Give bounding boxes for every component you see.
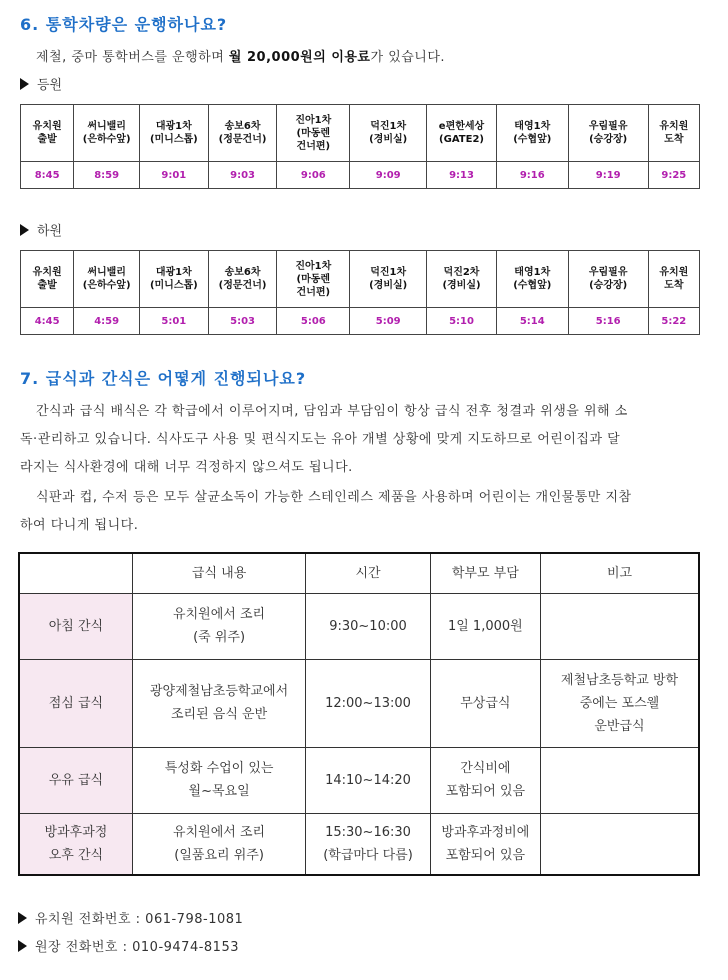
meal-time-cell: [306, 593, 430, 659]
meal-row: [19, 593, 699, 659]
meal-type-cell-line: 아침 간식: [48, 618, 104, 634]
stop-name-line: e편한세상: [438, 121, 485, 132]
stop-names-row: [21, 105, 700, 162]
bus-intro: [36, 46, 445, 65]
meal-content-cell-line: 조리된 음식 운반: [170, 707, 268, 722]
stop-name-cell: [21, 105, 74, 162]
stop-name-line: (미니스톱): [149, 134, 198, 145]
meal-content-cell: [132, 813, 306, 875]
stop-name-line: 도착: [664, 280, 684, 291]
meal-header-cell: 시간: [306, 553, 430, 593]
arrive-label: 등원: [37, 78, 63, 93]
stop-name-cell: [139, 251, 208, 308]
meal-fee-cell-line: 간식비에: [460, 761, 511, 776]
meal-time-cell: [306, 813, 430, 875]
meal-content-cell: [132, 747, 306, 813]
stop-name-line: 유치원: [659, 121, 689, 132]
stop-name-line: 송보6차: [224, 267, 261, 278]
stop-name-line: 덕진1차: [370, 121, 407, 132]
meal-type-cell-line: 점심 급식: [48, 695, 104, 711]
meal-fee-cell-line: 방과후과정비에: [441, 824, 530, 840]
meal-fee-cell: [430, 593, 540, 659]
meal-type-cell: [19, 813, 132, 875]
meal-time-cell: [306, 659, 430, 747]
meal-paragraph-line-1: 간식과 급식 배식은 각 학급에서 이루어지며, 담임과 부담임이 항상 급식 전후 청결과 위생을 위해 소: [36, 404, 628, 419]
meal-table: [18, 552, 700, 876]
stop-name-line: (마동렌: [296, 273, 331, 285]
stop-time-cell: 9:01: [139, 162, 208, 189]
stop-names-row: [21, 251, 700, 308]
stop-times-row: [21, 162, 700, 189]
meal-type-cell: [19, 659, 132, 747]
meal-content-cell-line: (일품요리 위주): [174, 847, 264, 863]
meal-note-cell: [541, 593, 700, 659]
meal-content-cell: [132, 593, 306, 659]
meal-header-cell: 급식 내용: [132, 553, 306, 593]
stop-name-line: 우림필유: [588, 121, 628, 132]
stop-time-cell: 5:09: [350, 308, 427, 335]
triangle-bullet-icon: [18, 940, 27, 952]
meal-type-cell: [19, 747, 132, 813]
stop-name-line: 출발: [37, 280, 57, 291]
meal-fee-cell-line: 포함되어 있음: [445, 784, 526, 799]
stop-name-cell: [74, 105, 140, 162]
stop-time-cell: 9:03: [208, 162, 277, 189]
stop-name-line: (승강장): [589, 134, 628, 145]
stop-time-cell: 5:22: [648, 308, 699, 335]
bus-intro-text: 제철, 중마 통학버스를 운행하며: [36, 50, 229, 65]
kinder-phone: 유치원 전화번호 : 061-798-1081: [35, 912, 244, 927]
stop-name-cell: [350, 251, 427, 308]
meal-note-cell: [541, 813, 700, 875]
stop-time-cell: 5:16: [568, 308, 648, 335]
stop-name-line: (수협앞): [513, 280, 552, 291]
stop-name-cell: [648, 251, 699, 308]
stop-name-line: 대광1차: [155, 121, 192, 132]
stop-name-cell: [427, 251, 497, 308]
meal-paragraph-line-3: 라지는 식사환경에 대해 너무 걱정하지 않으셔도 됩니다.: [20, 460, 353, 475]
stop-name-line: 덕진2차: [443, 267, 480, 278]
meal-time-cell: [306, 747, 430, 813]
stop-name-line: 출발: [37, 134, 57, 145]
meal-time-cell-line: (학급마다 다름): [323, 847, 413, 863]
stop-name-cell: [277, 105, 350, 162]
stop-name-line: (정문건너): [218, 134, 267, 145]
stop-name-cell: [568, 105, 648, 162]
arrive-schedule-table: [20, 104, 700, 189]
stop-time-cell: 5:06: [277, 308, 350, 335]
stop-name-cell: [427, 105, 497, 162]
meal-note-cell-line: 제철남초등학교 방학: [560, 672, 679, 688]
stop-name-line: 도착: [664, 134, 684, 145]
stop-name-cell: [208, 251, 277, 308]
stop-name-line: (은하수앞): [82, 280, 131, 291]
stop-name-line: (경비실): [369, 134, 408, 145]
stop-name-line: (마동렌: [296, 127, 331, 139]
meal-content-cell-line: 광양제철남초등학교에서: [150, 684, 289, 699]
meal-time-cell-line: 15:30~16:30: [325, 824, 411, 840]
stop-name-line: 태영1차: [514, 121, 551, 132]
stop-name-line: 써니밸리: [87, 267, 126, 278]
stop-name-cell: [496, 105, 568, 162]
stop-time-cell: 8:45: [21, 162, 74, 189]
meal-time-cell-line: 14:10~14:20: [325, 772, 411, 788]
stop-time-cell: 4:59: [74, 308, 140, 335]
bus-intro-end: 가 있습니다.: [370, 50, 446, 65]
stop-name-line: 건너편): [296, 286, 331, 298]
meal-row: [19, 813, 699, 875]
stop-time-cell: 4:45: [21, 308, 74, 335]
section-6-title: 6. 통학차량은 운행하나요?: [20, 15, 228, 34]
stop-time-cell: 9:19: [568, 162, 648, 189]
meal-header-cell: 비고: [541, 553, 700, 593]
stop-name-line: (GATE2): [439, 134, 484, 145]
meal-type-cell-line: 우유 급식: [48, 772, 104, 788]
meal-note-cell-line: 중에는 포스웰: [579, 695, 660, 711]
stop-time-cell: 5:10: [427, 308, 497, 335]
depart-schedule-table: [20, 250, 700, 335]
stop-name-cell: [21, 251, 74, 308]
triangle-bullet-icon: [18, 912, 27, 924]
stop-name-line: (미니스톱): [149, 280, 198, 291]
director-phone: 원장 전화번호 : 010-9474-8153: [35, 940, 239, 955]
meal-note-cell-line: 운반급식: [594, 718, 645, 734]
stop-time-cell: 5:03: [208, 308, 277, 335]
stop-name-cell: [496, 251, 568, 308]
stop-name-line: (정문건너): [218, 280, 267, 291]
stop-name-line: 유치원: [659, 267, 689, 278]
stop-time-cell: 9:06: [277, 162, 350, 189]
stop-time-cell: 9:25: [648, 162, 699, 189]
meal-type-cell-line: 오후 간식: [48, 847, 104, 863]
stop-name-cell: [74, 251, 140, 308]
stop-name-cell: [208, 105, 277, 162]
stop-name-line: (수협앞): [513, 134, 552, 145]
stop-name-line: 대광1차: [155, 267, 192, 278]
stop-name-cell: [277, 251, 350, 308]
meal-fee-cell: [430, 659, 540, 747]
stop-name-line: 써니밸리: [87, 121, 126, 132]
meal-header-cell: [19, 553, 132, 593]
meal-paragraph-line-2: 독·관리하고 있습니다. 식사도구 사용 및 편식지도는 유아 개별 상황에 맞게 지도하므로 어린이집과 달: [20, 432, 621, 447]
stop-time-cell: 5:01: [139, 308, 208, 335]
stop-name-line: (경비실): [369, 280, 408, 291]
stop-time-cell: 9:09: [350, 162, 427, 189]
meal-fee-cell: [430, 813, 540, 875]
director-phone-row: [18, 936, 239, 955]
triangle-bullet-icon: [20, 78, 29, 90]
stop-name-cell: [568, 251, 648, 308]
meal-row: [19, 747, 699, 813]
stop-name-cell: [648, 105, 699, 162]
stop-name-cell: [139, 105, 208, 162]
meal-table-header: [19, 553, 699, 593]
stop-name-line: 진아1차: [295, 260, 332, 272]
kinder-phone-row: [18, 908, 243, 927]
meal-content-cell: [132, 659, 306, 747]
meal-time-cell-line: 9:30~10:00: [329, 618, 407, 634]
arrive-label-row: [20, 74, 62, 93]
stop-name-line: 송보6차: [224, 121, 261, 132]
bus-fee: 월 20,000원의 이용료: [228, 50, 371, 65]
stop-name-line: 우림필유: [588, 267, 628, 278]
stop-name-cell: [350, 105, 427, 162]
meal-content-cell-line: 특성화 수업이 있는: [164, 761, 274, 776]
meal-paragraph-line-5: 하여 다니게 됩니다.: [20, 518, 139, 533]
stop-name-line: 건너편): [296, 140, 331, 152]
meal-fee-cell-line: 포함되어 있음: [445, 847, 526, 863]
stop-name-line: 덕진1차: [370, 267, 407, 278]
stop-name-line: (은하수앞): [82, 134, 131, 145]
meal-note-cell: [541, 747, 700, 813]
meal-content-cell-line: (죽 위주): [193, 630, 246, 645]
meal-note-cell: [541, 659, 700, 747]
stop-name-line: (경비실): [442, 280, 481, 291]
meal-content-cell-line: 유치원에서 조리: [173, 607, 266, 622]
meal-time-cell-line: 12:00~13:00: [325, 695, 411, 711]
stop-name-line: 태영1차: [514, 267, 551, 278]
stop-name-line: (승강장): [589, 280, 628, 291]
stop-time-cell: 5:14: [496, 308, 568, 335]
stop-name-line: 진아1차: [295, 114, 332, 126]
meal-fee-cell: [430, 747, 540, 813]
stop-name-line: 유치원: [32, 121, 62, 132]
triangle-bullet-icon: [20, 224, 29, 236]
meal-header-cell: 학부모 부담: [430, 553, 540, 593]
meal-type-cell-line: 방과후과정: [44, 824, 108, 840]
meal-content-cell-line: 월~목요일: [188, 784, 250, 799]
stop-time-cell: 8:59: [74, 162, 140, 189]
meal-type-cell: [19, 593, 132, 659]
stop-time-cell: 9:13: [427, 162, 497, 189]
stop-name-line: 유치원: [32, 267, 62, 278]
meal-row: [19, 659, 699, 747]
section-7-title: 7. 급식과 간식은 어떻게 진행되나요?: [20, 369, 307, 388]
meal-content-cell-line: 유치원에서 조리: [173, 824, 266, 840]
depart-label: 하원: [37, 224, 63, 239]
meal-fee-cell-line: 무상급식: [460, 695, 511, 711]
meal-paragraph-line-4: 식판과 컵, 수저 등은 모두 살균소독이 가능한 스테인레스 제품을 사용하며 어린이는 개인물통만 지참: [36, 490, 632, 505]
stop-time-cell: 9:16: [496, 162, 568, 189]
meal-fee-cell-line: 1일 1,000원: [447, 618, 523, 634]
depart-label-row: [20, 220, 62, 239]
stop-times-row: [21, 308, 700, 335]
